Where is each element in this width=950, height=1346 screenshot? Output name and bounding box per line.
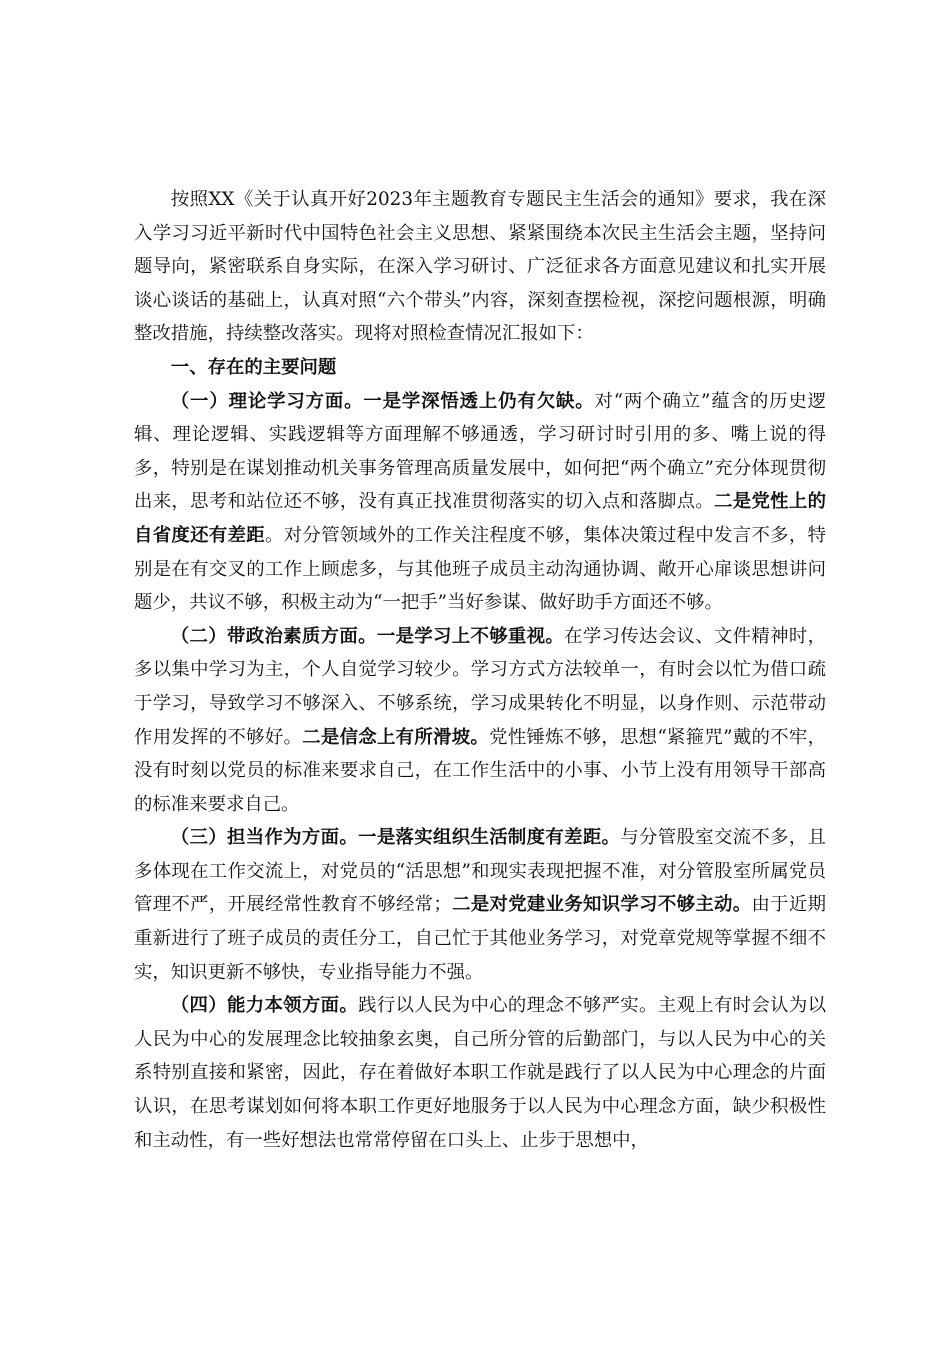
paragraph-lead: （三）担当作为方面。一是落实组织生活制度有差距。 bbox=[170, 827, 621, 849]
paragraph-point-two: 二是对党建业务知识学习不够主动。 bbox=[451, 894, 752, 916]
paragraph-point-two: 二是党性上的自省度还有差距 bbox=[134, 491, 826, 546]
paragraph-lead: （四）能力本领方面。 bbox=[170, 995, 359, 1017]
paragraph-political-quality bbox=[134, 620, 826, 822]
paragraph-ability bbox=[134, 989, 826, 1157]
intro-paragraph: 按照XX《关于认真开好2023年主题教育专题民主生活会的通知》要求，我在深入学习习近平新时代中国特色社会主义思想、紧紧围绕本次民主生活会主题，坚持问题导向，紧密联系自身实际，在深入学习研讨、广泛征求各方面意见建议和扎实开展谈心谈话的基础上，认真对照“六个带头”内容，深刻查摆检视，深挖问题根源，明确整改措施，持续整改落实。现将对照检查情况汇报如下： bbox=[134, 189, 826, 345]
paragraph-text: 由于近期重新进行了班子成员的责任分工，自己忙于其他业务学习，对党章党规等掌握不细不实，知识更新不够快，专业指导能力不强。 bbox=[134, 894, 826, 983]
paragraph-point-two: 二是信念上有所滑坡。 bbox=[302, 726, 490, 748]
paragraph-theory-study bbox=[134, 385, 826, 620]
document-body bbox=[134, 183, 826, 1157]
paragraph-lead: （二）带政治素质方面。一是学习上不够重视。 bbox=[170, 625, 565, 647]
paragraph-text: 。对分管领域外的工作关注程度不够，集体决策过程中发言不多，特别是在有交叉的工作上顾虑多，与其他班子成员主动沟通协调、敞开心扉谈思想讲问题少，共议不够，积极主动为“一把手”当好参谋、做好助手方面还不够。 bbox=[134, 524, 826, 614]
paragraph-responsibility bbox=[134, 821, 826, 989]
paragraph-text: 与分管股室交流不多，且多体现在工作交流上，对党员的“活思想”和现实表现把握不准，对分管股室所属党员管理不严，开展经常性教育不够经常； bbox=[134, 827, 826, 916]
paragraph-lead: （一）理论学习方面。一是学深悟透上仍有欠缺。 bbox=[170, 390, 595, 412]
paragraph-text: 在学习传达会议、文件精神时，多以集中学习为主，个人自觉学习较少。学习方式方法较单一，有时会以忙为借口疏于学习，导致学习不够深入、不够系统，学习成果转化不明显，以身作则、示范带动作用发挥的不够好。 bbox=[134, 625, 826, 748]
paragraph-text: 党性锤炼不够，思想“紧箍咒”戴的不牢，没有时刻以党员的标准来要求自己，在工作生活中的小事、小节上没有用领导干部高的标准来要求自己。 bbox=[134, 726, 826, 815]
paragraph-text: 践行以人民为中心的理念不够严实。主观上有时会认为以人民为中心的发展理念比较抽象玄奥，自己所分管的后勤部门，与以人民为中心的关系特别直接和紧密，因此，存在着做好本职工作就是践行了以人民为中心理念的片面认识，在思考谋划如何将本职工作更好地服务于以人民为中心理念方面，缺少积极性和主动性，有一些好想法也常常停留在口头上、止步于思想中， bbox=[134, 995, 826, 1151]
section-heading: 一、存在的主要问题 bbox=[170, 356, 337, 378]
paragraph-text: 对“两个确立”蕴含的历史逻辑、理论逻辑、实践逻辑等方面理解不够通透，学习研讨时引用的多、嘴上说的得多，特别是在谋划推动机关事务管理高质量发展中，如何把“两个确立”充分体现贯彻出来，思考和站位还不够，没有真正找准贯彻落实的切入点和落脚点。 bbox=[134, 390, 826, 513]
